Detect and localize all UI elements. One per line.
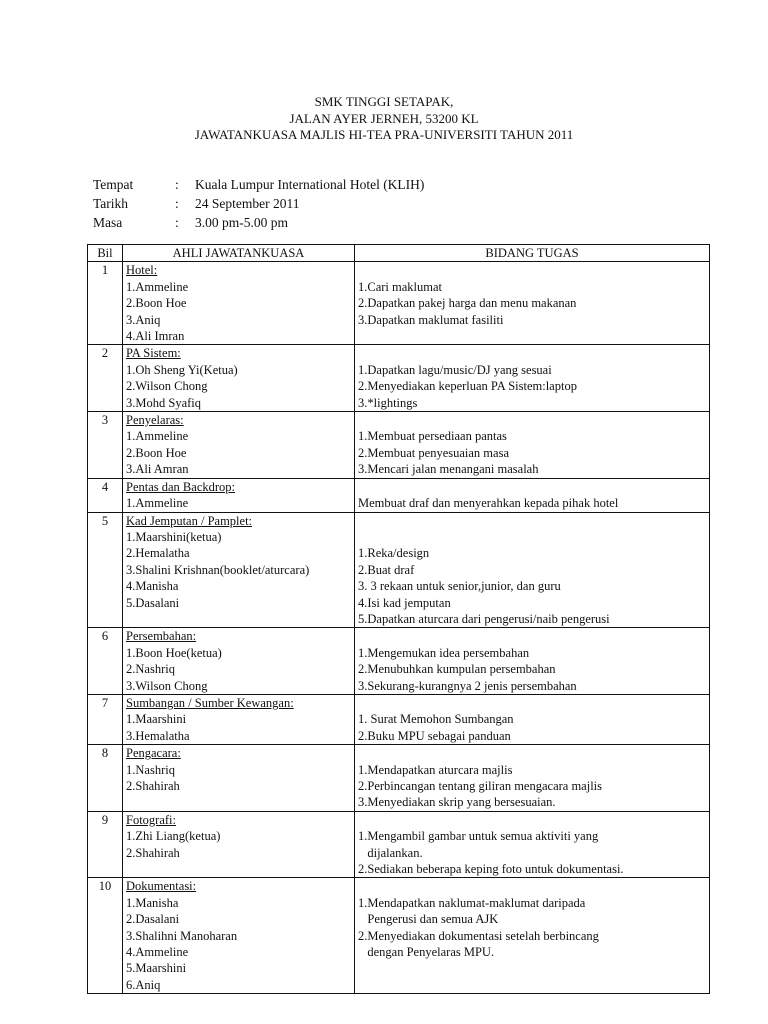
committee-member: 3.Hemalatha <box>126 728 190 743</box>
task-line <box>358 812 706 828</box>
committee-member: 2.Hemalatha <box>126 546 190 561</box>
detail-value: 24 September 2011 <box>195 196 300 211</box>
committee-cell <box>123 345 355 412</box>
task-line <box>358 513 706 529</box>
task-line: 1.Mengemukan idea persembahan <box>358 645 530 660</box>
table-row <box>88 512 710 628</box>
task-cell <box>355 512 710 628</box>
detail-colon: : <box>175 215 179 230</box>
committee-heading: Penyelaras: <box>126 413 184 428</box>
committee-member: 3.Ali Amran <box>126 462 189 477</box>
row-number: 5 <box>88 512 123 628</box>
committee-member: 2.Boon Hoe <box>126 296 187 311</box>
committee-heading: Dokumentasi: <box>126 879 197 894</box>
task-line: 2.Menyediakan dokumentasi setelah berbincang <box>358 928 599 943</box>
task-line: 2.Menyediakan keperluan PA Sistem:laptop <box>358 379 577 394</box>
task-cell <box>355 628 710 695</box>
task-cell <box>355 345 710 412</box>
task-cell <box>355 694 710 744</box>
task-cell <box>355 745 710 812</box>
committee-member: 5.Maarshini <box>126 961 187 976</box>
committee-member: 1.Ammeline <box>126 279 189 294</box>
committee-member: 3.Shalini Krishnan(booklet/aturcara) <box>126 562 310 577</box>
task-cell <box>355 478 710 512</box>
committee-heading: Kad Jemputan / Pamplet: <box>126 513 253 528</box>
committee-member: 3.Mohd Syafiq <box>126 395 201 410</box>
committee-member: 1.Oh Sheng Yi(Ketua) <box>126 362 238 377</box>
header-bil: Bil <box>88 245 123 262</box>
committee-member: 1.Boon Hoe(ketua) <box>126 645 222 660</box>
committee-member: 2.Wilson Chong <box>126 379 208 394</box>
committee-member: 2.Shahirah <box>126 779 180 793</box>
task-line: 3.Menyediakan skrip yang bersesuaian. <box>358 795 556 810</box>
committee-heading: Sumbangan / Sumber Kewangan: <box>126 695 294 710</box>
committee-member: 2.Shahirah <box>126 845 180 860</box>
committee-member: 2.Nashriq <box>126 662 175 677</box>
committee-cell <box>123 412 355 479</box>
task-line <box>358 479 706 495</box>
task-line: 2.Membuat penyesuaian masa <box>358 445 509 460</box>
task-line: Pengerusi dan semua AJK <box>358 912 499 927</box>
row-number: 2 <box>88 345 123 412</box>
task-line: 3.Mencari jalan menangani masalah <box>358 462 539 477</box>
task-line: 4.Isi kad jemputan <box>358 595 451 610</box>
task-line: dengan Penyelaras MPU. <box>358 945 495 960</box>
committee-member: 4.Ammeline <box>126 945 189 960</box>
task-cell <box>355 412 710 479</box>
table-row <box>88 811 710 878</box>
committee-member: 6.Aniq <box>126 977 161 992</box>
committee-member: 1.Maarshini(ketua) <box>126 529 222 544</box>
task-line: 1.Mengambil gambar untuk semua aktiviti yang <box>358 829 599 844</box>
detail-label: Tempat <box>93 177 134 192</box>
committee-cell <box>123 745 355 812</box>
committee-cell <box>123 811 355 878</box>
committee-cell <box>123 694 355 744</box>
table-row <box>88 745 710 812</box>
header-tugas: BIDANG TUGAS <box>355 245 710 262</box>
task-line: 1.Membuat persediaan pantas <box>358 429 507 444</box>
row-number: 9 <box>88 811 123 878</box>
task-line: 2.Buat draf <box>358 562 415 577</box>
row-number: 6 <box>88 628 123 695</box>
committee-cell <box>123 262 355 345</box>
detail-label: Tarikh <box>93 196 129 211</box>
row-number: 3 <box>88 412 123 479</box>
detail-value: Kuala Lumpur International Hotel (KLIH) <box>195 177 425 192</box>
committee-cell <box>123 628 355 695</box>
row-number: 1 <box>88 262 123 345</box>
table-row <box>88 478 710 512</box>
committee-cell <box>123 478 355 512</box>
task-line: 1. Surat Memohon Sumbangan <box>358 712 514 727</box>
task-line <box>358 878 706 894</box>
row-number: 4 <box>88 478 123 512</box>
task-line <box>358 529 706 545</box>
document-header <box>0 94 768 144</box>
task-line: dijalankan. <box>358 845 423 860</box>
table-row <box>88 878 710 994</box>
task-line: 3. 3 rekaan untuk senior,junior, dan guru <box>358 579 561 594</box>
task-cell <box>355 878 710 994</box>
task-line: 1.Cari maklumat <box>358 279 443 294</box>
committee-member: 2.Dasalani <box>126 912 180 927</box>
committee-member: 2.Boon Hoe <box>126 445 187 460</box>
task-line: 1.Dapatkan lagu/music/DJ yang sesuai <box>358 362 552 377</box>
task-line <box>358 262 706 278</box>
task-line: 1.Reka/design <box>358 546 430 561</box>
task-line: 2.Menubuhkan kumpulan persembahan <box>358 662 556 677</box>
header-ahli: AHLI JAWATANKUASA <box>123 245 355 262</box>
table-row <box>88 628 710 695</box>
school-address: JALAN AYER JERNEH, 53200 KL <box>289 110 479 126</box>
committee-member: 1.Nashriq <box>126 762 175 777</box>
detail-colon: : <box>175 177 179 192</box>
row-number: 7 <box>88 694 123 744</box>
table-body <box>88 262 710 994</box>
committee-cell <box>123 878 355 994</box>
document-title: JAWATANKUASA MAJLIS HI-TEA PRA-UNIVERSITI TAHUN 2011 <box>194 127 574 142</box>
task-line: 2.Dapatkan pakej harga dan menu makanan <box>358 296 577 311</box>
table-row <box>88 412 710 479</box>
table-row <box>88 345 710 412</box>
committee-heading: Fotografi: <box>126 812 176 827</box>
detail-colon: : <box>175 196 179 211</box>
committee-member: 4.Manisha <box>126 579 179 594</box>
committee-member: 3.Shalihni Manoharan <box>126 928 238 943</box>
committee-heading: Hotel: <box>126 263 158 278</box>
task-cell <box>355 262 710 345</box>
committee-member: 1.Maarshini <box>126 712 187 727</box>
task-line <box>358 745 706 761</box>
task-line: 3.Dapatkan maklumat fasiliti <box>358 312 504 327</box>
task-line <box>358 695 706 711</box>
committee-table <box>87 244 710 994</box>
task-line: Membuat draf dan menyerahkan kepada pihak hotel <box>358 496 619 511</box>
detail-label: Masa <box>93 215 123 230</box>
task-line: 2.Sediakan beberapa keping foto untuk dokumentasi. <box>358 862 624 877</box>
task-line <box>358 628 706 644</box>
task-line <box>358 345 706 361</box>
committee-member: 1.Ammeline <box>126 496 189 511</box>
committee-member: 5.Dasalani <box>126 595 180 610</box>
task-cell <box>355 811 710 878</box>
row-number: 8 <box>88 745 123 812</box>
row-number: 10 <box>88 878 123 994</box>
committee-member: 1.Manisha <box>126 895 179 910</box>
committee-heading: Persembahan: <box>126 629 197 644</box>
task-line: 2.Buku MPU sebagai panduan <box>358 728 511 743</box>
table-row <box>88 694 710 744</box>
detail-value: 3.00 pm-5.00 pm <box>195 215 288 230</box>
task-line: 3.*lightings <box>358 395 418 410</box>
task-line: 1.Mendapatkan aturcara majlis <box>358 762 513 777</box>
table-header-row <box>88 245 710 262</box>
task-line: 5.Dapatkan aturcara dari pengerusi/naib pengerusi <box>358 611 610 626</box>
event-details <box>93 175 424 232</box>
event-detail-date <box>93 194 424 213</box>
committee-heading: Pengacara: <box>126 746 181 761</box>
committee-member: 1.Zhi Liang(ketua) <box>126 829 221 844</box>
school-name: SMK TINGGI SETAPAK, <box>314 94 454 109</box>
committee-heading: PA Sistem: <box>126 346 181 361</box>
committee-cell <box>123 512 355 628</box>
committee-member: 3.Aniq <box>126 312 161 327</box>
task-line: 2.Perbincangan tentang giliran mengacara majlis <box>358 779 603 793</box>
table-row <box>88 262 710 345</box>
task-line: 1.Mendapatkan naklumat-maklumat daripada <box>358 895 586 910</box>
committee-member: 4.Ali Imran <box>126 329 185 344</box>
task-line: 3.Sekurang-kurangnya 2 jenis persembahan <box>358 678 577 693</box>
committee-heading: Pentas dan Backdrop: <box>126 479 236 494</box>
event-detail-time <box>93 213 424 232</box>
task-line <box>358 412 706 428</box>
event-detail-venue <box>93 175 424 194</box>
committee-member: 3.Wilson Chong <box>126 678 208 693</box>
committee-member: 1.Ammeline <box>126 429 189 444</box>
